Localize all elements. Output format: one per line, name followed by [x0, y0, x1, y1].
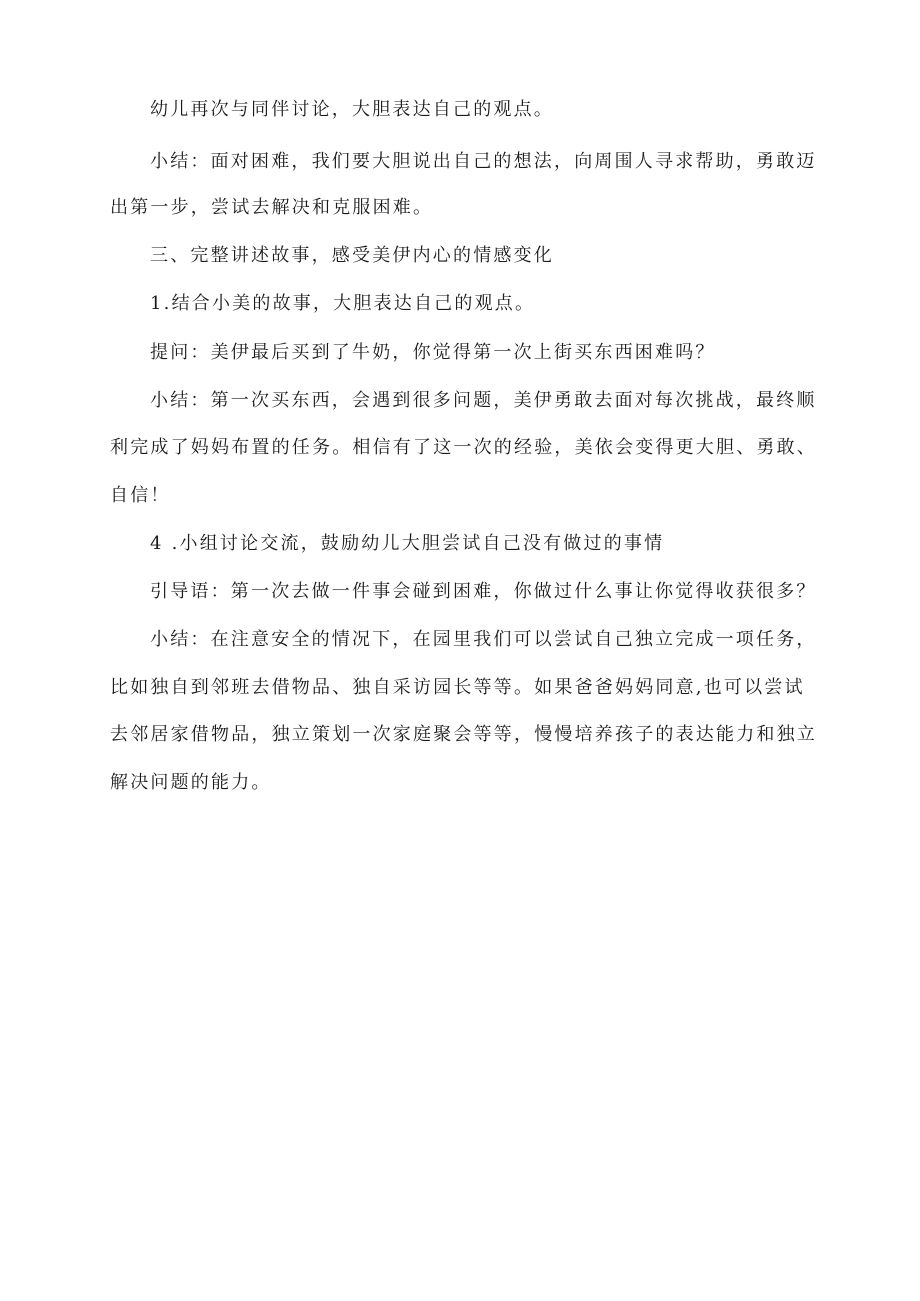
paragraph-summary-3-line-4: 解决问题的能力。 [110, 772, 272, 793]
paragraph-question: 提问：美伊最后买到了牛奶，你觉得第一次上街买东西困难吗？ [150, 342, 716, 363]
item-4-heading: 4 .小组讨论交流，鼓励幼儿大胆尝试自己没有做过的事情 [150, 533, 665, 554]
paragraph-guide: 引导语：第一次去做一件事会碰到困难，你做过什么事让你觉得收获很多？ [150, 581, 817, 602]
section-heading-three: 三、完整讲述故事，感受美伊内心的情感变化 [150, 245, 554, 266]
paragraph-summary-2-line-2: 利完成了妈妈布置的任务。相信有了这一次的经验，美依会变得更大胆、勇敢、 [110, 437, 817, 458]
paragraph-summary-2-line-1: 小结：第一次买东西，会遇到很多问题，美伊勇敢去面对每次挑战，最终顺 [150, 390, 817, 411]
paragraph-summary-3-line-1: 小结：在注意安全的情况下，在园里我们可以尝试自己独立完成一项任务， [150, 629, 817, 650]
paragraph-summary-3-line-2: 比如独自到邻班去借物品、独自采访园长等等。如果爸爸妈妈同意,也可以尝试 [110, 677, 805, 698]
paragraph-summary-3-line-3: 去邻居家借物品，独立策划一次家庭聚会等等，慢慢培养孩子的表达能力和独立 [110, 724, 817, 745]
paragraph-summary-2-line-3: 自信！ [110, 485, 171, 506]
paragraph-summary-1-line-2: 出第一步，尝试去解决和克服困难。 [110, 197, 434, 218]
item-1-heading: 1.结合小美的故事，大胆表达自己的观点。 [150, 293, 536, 314]
paragraph-summary-1-line-1: 小结：面对困难，我们要大胆说出自己的想法，向周围人寻求帮助，勇敢迈 [150, 151, 817, 172]
paragraph-discussion-again: 幼儿再次与同伴讨论，大胆表达自己的观点。 [150, 99, 554, 120]
